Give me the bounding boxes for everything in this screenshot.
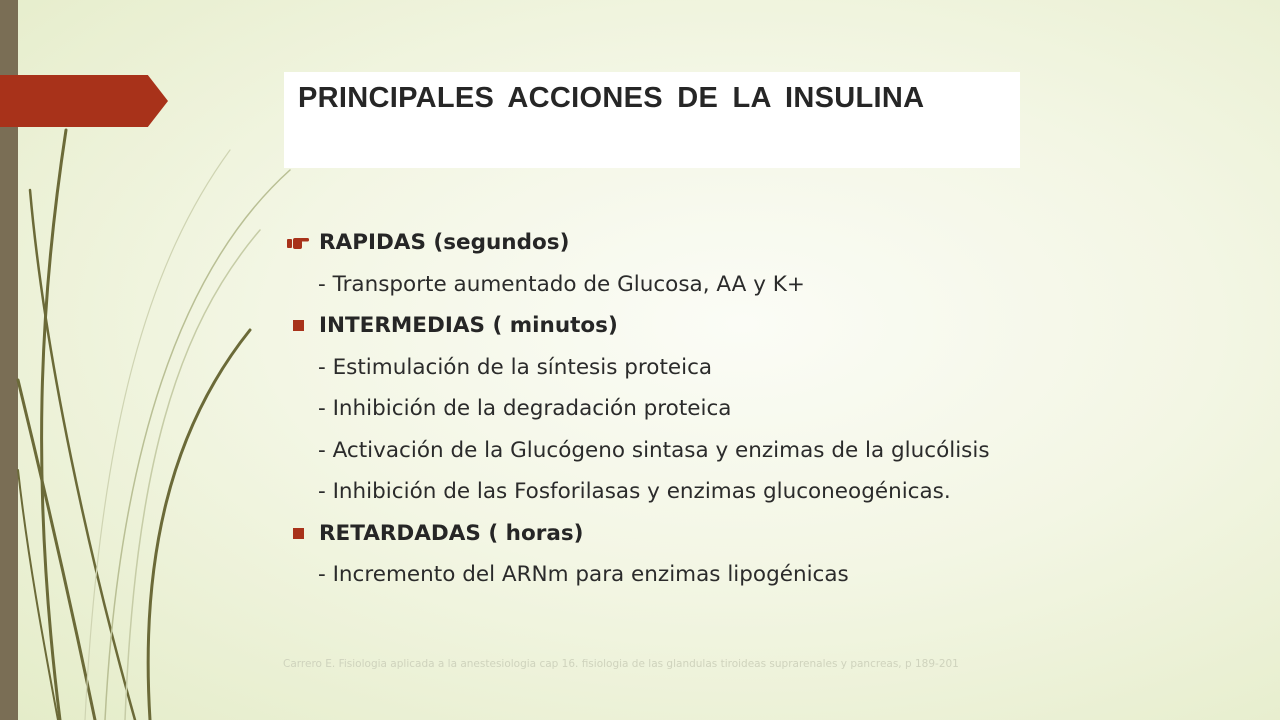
list-heading-retardadas <box>284 513 1244 555</box>
title-arrow-accent <box>0 75 168 127</box>
hand-pointer-icon <box>286 222 310 264</box>
list-item: - Inhibición de la degradación proteica <box>318 396 732 421</box>
heading-text: RETARDADAS ( horas) <box>319 520 584 546</box>
heading-text: INTERMEDIAS ( minutos) <box>319 313 618 338</box>
square-bullet-icon <box>286 305 310 347</box>
list-heading-intermedias <box>284 305 1244 347</box>
content-list <box>284 222 1244 596</box>
list-item: - Inhibición de las Fosforilasas y enzimas gluconeogénicas. <box>318 479 951 504</box>
title-box <box>284 72 1020 168</box>
heading-text: RAPIDAS (segundos) <box>319 230 570 255</box>
slide-title: PRINCIPALES ACCIONES DE LA INSULINA <box>298 82 925 114</box>
list-heading-rapidas <box>284 222 1244 264</box>
list-item: - Transporte aumentado de Glucosa, AA y K+ <box>318 271 805 297</box>
list-item: - Incremento del ARNm para enzimas lipogénicas <box>318 562 849 587</box>
square-bullet-icon <box>286 513 310 555</box>
reference-footnote: Carrero E. Fisiologia aplicada a la anestesiologia cap 16. fisiologia de las glandulas tiroideas suprarenales y pancreas, p 189-201 <box>283 658 959 670</box>
list-item: - Estimulación de la síntesis proteica <box>318 354 713 380</box>
list-item: - Activación de la Glucógeno sintasa y enzimas de la glucólisis <box>318 437 990 463</box>
